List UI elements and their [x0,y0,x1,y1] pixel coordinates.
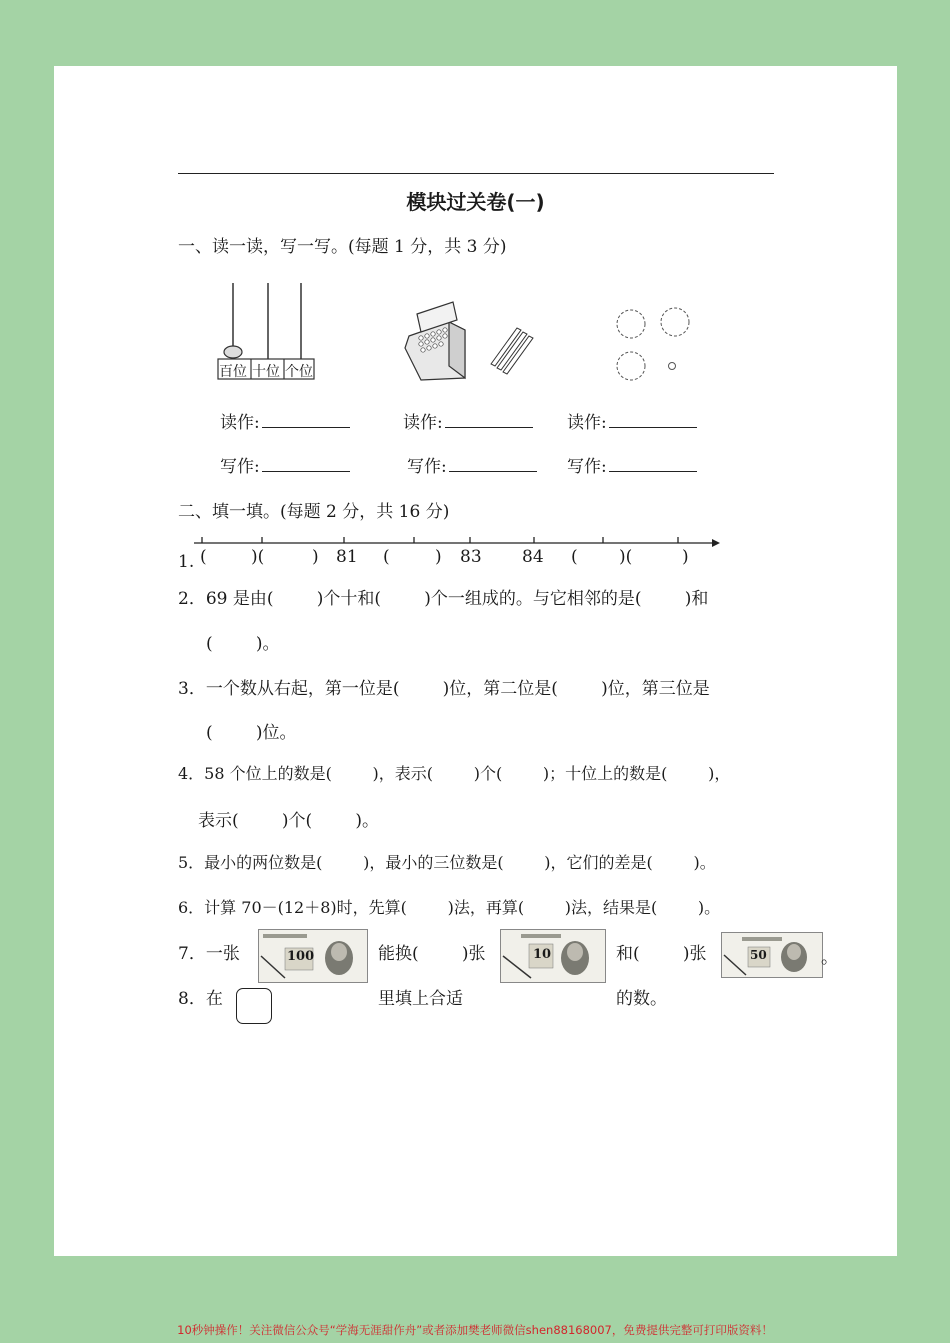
section1-heading: 一、读一读，写一写。(每题 1 分，共 3 分) [178,237,507,257]
q4-line2: 表示( )个( )。 [198,811,379,831]
banknote-art [501,930,605,982]
q1-paren: ) [682,547,689,567]
banknote-10-image [500,929,606,983]
banknote-100-image [258,929,368,983]
blank-line[interactable] [609,470,697,472]
blank-line[interactable] [262,470,350,472]
banknote-value: 100 [287,949,315,964]
q5: 5．最小的两位数是( )，最小的三位数是( )，它们的差是( )。 [178,853,716,872]
q1-paren: )( [619,547,633,567]
q7-part1: 7．一张 [178,944,240,964]
abacus-label-hundreds: 百位 [219,364,247,380]
write-label: 写作: [220,457,260,477]
number-line [192,536,722,550]
q6: 6．计算 70－(12＋8)时，先算( )法，再算( )法，结果是( )。 [178,898,721,917]
answer-2-write [407,452,537,477]
banknote-50-image [721,932,823,978]
answer-3-write [567,452,697,477]
q7-part4: 。 [821,948,838,968]
q2-line2: ( )。 [206,634,280,654]
read-label: 读作: [567,413,607,433]
answer-1-write [220,452,350,477]
banknote-value: 50 [750,948,767,962]
title-rule [178,173,774,174]
write-label: 写作: [407,457,447,477]
worksheet-page [54,66,897,1256]
q1-number: 1. [178,552,195,572]
q1-paren: )( [251,547,265,567]
q1-paren: ) [312,547,319,567]
page-title: 模块过关卷(一) [406,190,545,214]
blank-line[interactable] [449,470,537,472]
q1-value-83: 83 [460,547,482,567]
section2-heading: 二、填一填。(每题 2 分，共 16 分) [178,502,450,522]
answer-1-read [220,408,350,433]
blank-line[interactable] [609,426,697,428]
abacus-label-ones: 个位 [285,364,313,380]
stick-box-figure [399,296,549,386]
promo-footer: 10秒钟操作！关注微信公众号“学海无涯甜作舟”或者添加樊老师微信shen88168007，免费提供完整可打印版资料！ [177,1323,773,1337]
blank-line[interactable] [262,426,350,428]
answer-square-box[interactable] [236,988,272,1024]
write-label: 写作: [567,457,607,477]
abacus-label-tens: 十位 [252,364,280,380]
answer-3-read [567,408,697,433]
blank-line[interactable] [445,426,533,428]
q3-line1: 3．一个数从右起，第一位是( )位，第二位是( )位，第三位是 [178,679,710,699]
read-label: 读作: [403,413,443,433]
banknote-art [722,933,822,977]
q8-part1: 8．在 [178,989,223,1009]
q1-value-84: 84 [522,547,544,567]
q7-part2: 能换( )张 [378,944,486,964]
q8-part2: 里填上合适 [378,989,463,1009]
banknote-value: 10 [533,947,552,962]
q1-value-81: 81 [336,547,358,567]
q1-paren: ) [435,547,442,567]
answer-2-read [403,408,533,433]
q1-paren: ( [383,547,390,567]
q2-line1: 2．69 是由( )个十和( )个一组成的。与它相邻的是( )和 [178,589,709,609]
bead-rings-figure [609,304,709,394]
read-label: 读作: [220,413,260,433]
q4-line1: 4．58 个位上的数是( )，表示( )个( )；十位上的数是( )， [178,764,731,783]
q1-paren: ( [200,547,207,567]
q7-part3: 和( )张 [616,944,707,964]
q8-part3: 的数。 [616,989,667,1009]
q1-paren: ( [571,547,578,567]
q3-line2: ( )位。 [206,723,297,743]
